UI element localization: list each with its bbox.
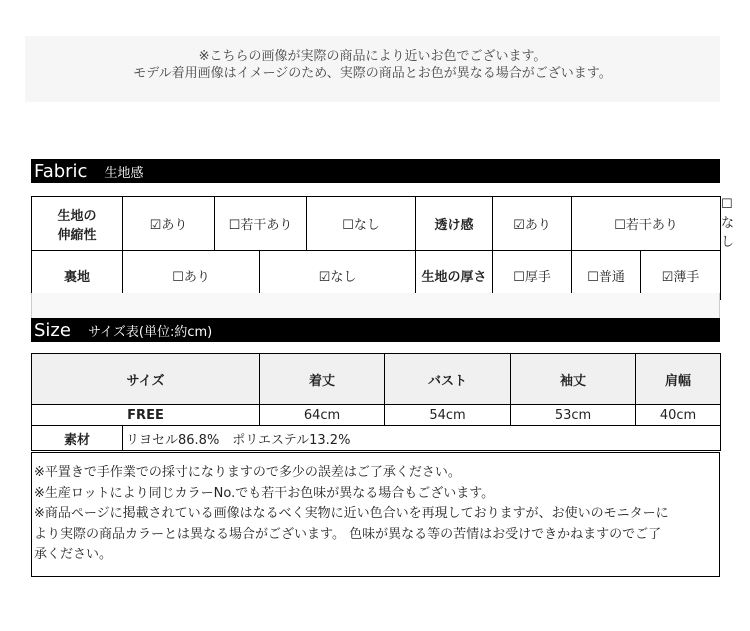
color-notice-line2: モデル着用画像はイメージのため、実際の商品とお色が異なる場合がございます。 — [133, 66, 612, 81]
material-label: 素材 — [32, 426, 123, 451]
size-header-bar — [31, 318, 720, 342]
note-line-1: ※平置きで手作業での採寸になりますので多少の誤差はご了承ください。 — [34, 465, 461, 480]
size-value-name: FREE — [32, 405, 260, 426]
size-title-jp: サイズ表(単位:約cm) — [87, 324, 213, 340]
fabric-title-jp: 生地感 — [104, 165, 144, 181]
color-notice-line1: ※こちらの画像が実際の商品により近いお色でございます。 — [198, 49, 547, 64]
fabric-header-bar — [31, 159, 720, 183]
size-header-length: 着丈 — [260, 354, 385, 405]
size-header-row — [32, 354, 721, 405]
size-header-size: サイズ — [32, 354, 260, 405]
size-header-bust: バスト — [385, 354, 511, 405]
lining-label: 裏地 — [32, 251, 123, 300]
size-value-bust: 54cm — [385, 405, 511, 426]
size-value-sleeve: 53cm — [511, 405, 636, 426]
thickness-label: 生地の厚さ — [416, 251, 493, 300]
fabric-table — [31, 196, 735, 300]
sheer-label: 透け感 — [416, 197, 493, 251]
size-header-sleeve: 袖丈 — [511, 354, 636, 405]
thickness-option-thin: ☑薄手 — [641, 251, 721, 300]
size-header-shoulder: 肩幅 — [636, 354, 721, 405]
material-row — [32, 426, 721, 451]
color-notice — [25, 36, 720, 102]
thickness-option-thick: ☐厚手 — [493, 251, 572, 300]
notes-box — [31, 452, 720, 577]
section-spacer — [31, 293, 720, 318]
stretch-label-line2: 伸縮性 — [57, 227, 97, 243]
lining-option-none: ☑なし — [260, 251, 416, 300]
stretch-option-yes: ☑あり — [123, 197, 215, 251]
stretch-label — [32, 197, 123, 251]
material-value: リヨセル86.8% ポリエステル13.2% — [123, 426, 721, 451]
note-line-3: ※商品ページに掲載されている画像はなるべく実物に近い色合いを再現しておりますが、お使いのモニターに — [34, 506, 669, 521]
note-line-2: ※生産ロットにより同じカラーNo.でも若干お色味が異なる場合もございます。 — [34, 485, 495, 501]
size-title-en: Size — [34, 319, 71, 341]
fabric-title-en: Fabric — [34, 160, 88, 182]
stretch-label-line1: 生地の — [57, 208, 97, 224]
fabric-row-1: 生地の 伸縮性 ☑あり ☐若干あり ☐なし 透け感 ☑あり ☐若干あり ☐なし — [32, 197, 721, 251]
lining-option-yes: ☐あり — [123, 251, 260, 300]
stretch-option-slight: ☐若干あり — [215, 197, 307, 251]
size-value-length: 64cm — [260, 405, 385, 426]
size-table — [31, 353, 721, 451]
note-line-5: 承ください。 — [34, 547, 113, 562]
note-line-4: より実際の商品カラーとは異なる場合がございます。 色味が異なる等の苦情はお受けできかねますのでご了 — [34, 526, 662, 542]
sheer-option-yes: ☑あり — [493, 197, 572, 251]
size-row-free — [32, 405, 721, 426]
size-value-shoulder: 40cm — [636, 405, 721, 426]
sheer-option-slight: ☐若干あり — [572, 197, 721, 251]
stretch-option-none: ☐なし — [307, 197, 416, 251]
thickness-option-normal: ☐普通 — [572, 251, 641, 300]
